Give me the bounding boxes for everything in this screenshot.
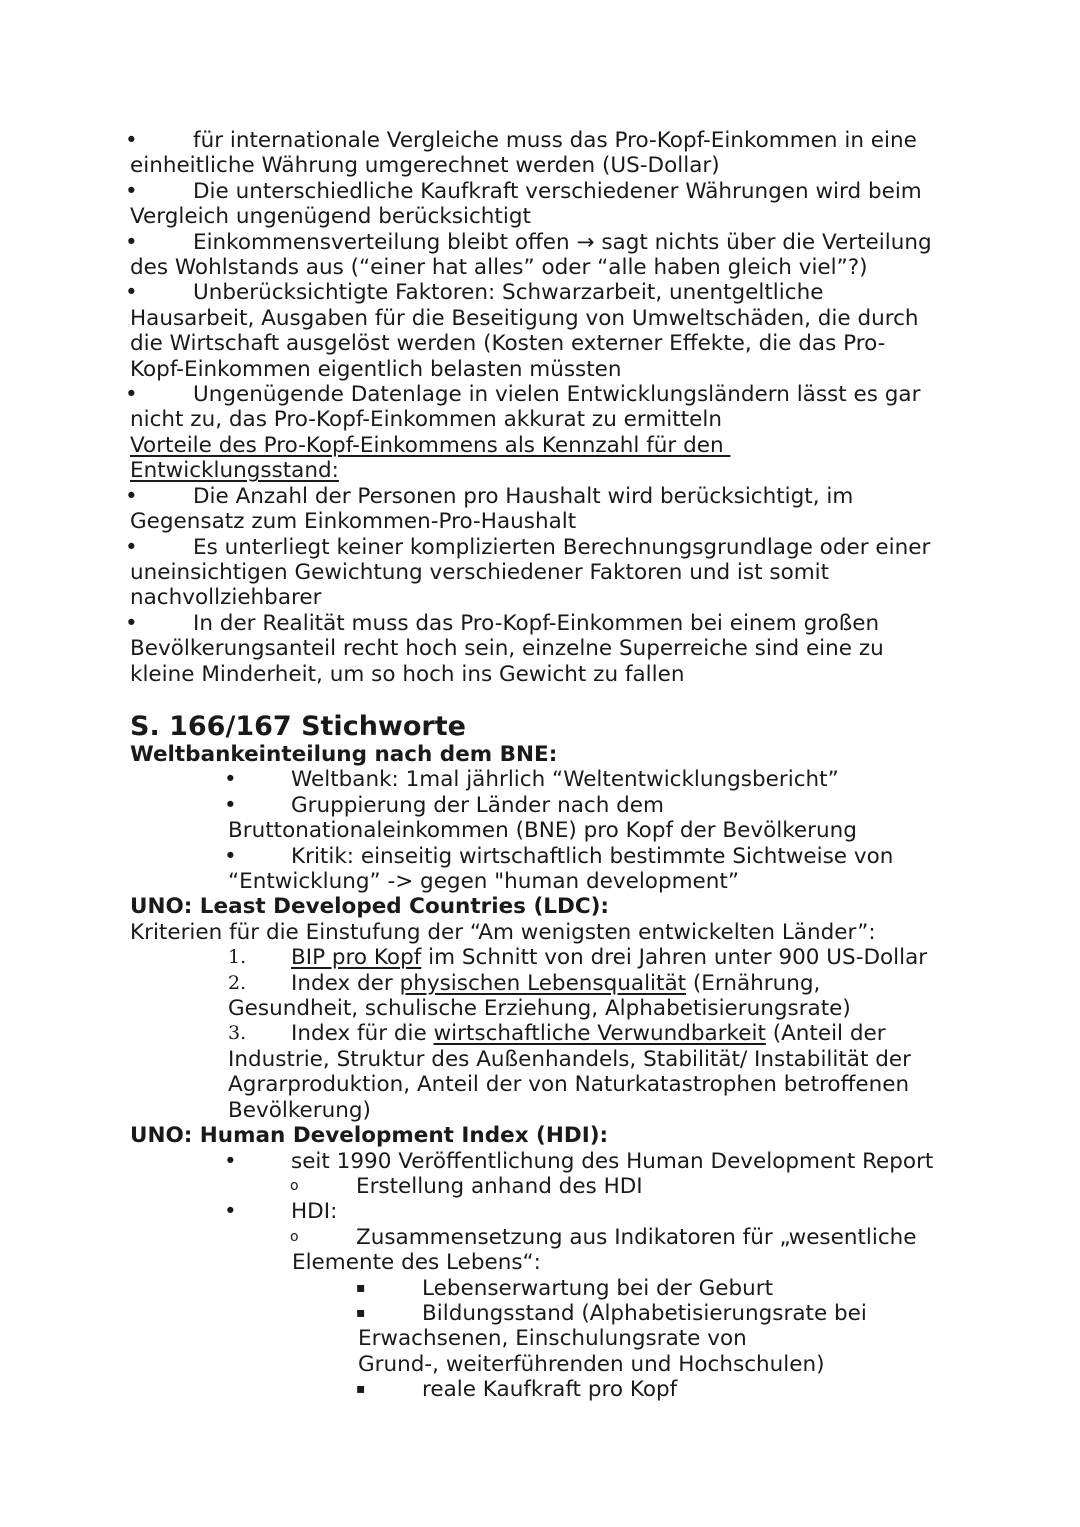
list-item: • Die Anzahl der Personen pro Haushalt wird berücksichtigt, im bbox=[125, 483, 854, 509]
bullet-icon: • bbox=[224, 792, 237, 818]
bullet-icon: • bbox=[125, 483, 138, 509]
list-item: 1. BIP pro Kopf im Schnitt von drei Jahren unter 900 US-Dollar bbox=[228, 945, 928, 971]
number-marker: 1. bbox=[228, 946, 247, 969]
list-item: ▪ Bildungsstand (Alphabetisierungsrate bei bbox=[356, 1300, 867, 1326]
circle-bullet-icon: o bbox=[290, 1177, 299, 1194]
number-marker: 3. bbox=[228, 1022, 247, 1045]
square-bullet-icon: ▪ bbox=[356, 1304, 366, 1321]
bullet-icon: • bbox=[125, 534, 138, 560]
bullet-icon: • bbox=[224, 1148, 237, 1174]
list-item: 2. Index der physischen Lebensqualität (Ernährung, bbox=[228, 970, 821, 996]
list-item: o Zusammensetzung aus Indikatoren für „wesentliche bbox=[290, 1224, 917, 1250]
square-bullet-icon: ▪ bbox=[356, 1381, 366, 1398]
circle-bullet-icon: o bbox=[290, 1228, 299, 1245]
list-item: • Gruppierung der Länder nach dem bbox=[224, 792, 664, 818]
list-item: • Kritik: einseitig wirtschaftlich bestimmte Sichtweise von bbox=[224, 843, 894, 869]
bullet-icon: • bbox=[224, 767, 237, 793]
list-item: 3. Index für die wirtschaftliche Verwundbarkeit (Anteil der bbox=[228, 1021, 886, 1047]
list-item: • In der Realität muss das Pro-Kopf-Einkommen bei einem großen bbox=[125, 610, 880, 636]
ldc-heading: UNO: Least Developed Countries (LDC): bbox=[130, 894, 610, 920]
list-item: • Ungenügende Datenlage in vielen Entwicklungsländern lässt es gar bbox=[125, 382, 921, 408]
list-item: • Unberücksichtigte Faktoren: Schwarzarbeit, unentgeltliche bbox=[125, 280, 824, 306]
square-bullet-icon: ▪ bbox=[356, 1279, 366, 1296]
nachteile-list: • für internationale Vergleiche muss das Pro-Kopf-Einkommen in eine einheitliche Währung umgerechnet werden (US-Dollar) • Die unterschiedliche Kaufkraft verschiedener Währungen wird beim Vergleich ungenügend berücksichtigt • Einkommensverteilung bleibt offen → sagt nichts über die Verteilung des Wohlstands aus (“einer hat alles” oder “alle haben gleich viel”?) • Unberücksichtigte Faktoren: Schwarzarbeit, unentgeltliche Hausarbeit, Ausgaben für die Beseitigung von Umweltschäden, die durch die Wirtschaft ausgelöst werden (Kosten externer Effekte, die das Pro- Kopf-Einkommen eigentlich belasten müssten • Ungenügende Datenlage in vielen Entwicklungsländern lässt es gar nicht zu, das Pro-Kopf-Einkommen akkurat zu ermitteln Vorteile des Pro-Kopf-Einkommens als Kennzahl für den Entwicklungsstand: • Die Anzahl der Personen pro Haushalt wird berücksichtigt, im Gegensatz zum Einkommen-Pro-Haushalt • Es unterliegt keiner komplizierten Berechnungsgrundlage oder einer uneinsichtigen Gewichtung verschiedener Faktoren und ist somit nachvollziehbarer • In der Realität muss das Pro-Kopf-Einkommen bei einem großen Bevölkerungsanteil recht hoch sein, einzelne Superreiche sind eine zu kleine Minderheit, um so hoch ins Gewicht zu fallen bbox=[0, 128, 1080, 687]
bullet-icon: • bbox=[125, 178, 138, 204]
list-item: • Die unterschiedliche Kaufkraft verschiedener Währungen wird beim bbox=[125, 178, 922, 204]
bullet-icon: • bbox=[125, 610, 138, 636]
weltbank-heading: Weltbankeinteilung nach dem BNE: bbox=[130, 742, 558, 767]
section-title: S. 166/167 Stichworte bbox=[130, 711, 466, 742]
number-marker: 2. bbox=[228, 971, 247, 994]
list-item: • für internationale Vergleiche muss das Pro-Kopf-Einkommen in eine bbox=[125, 128, 917, 153]
list-item: • seit 1990 Veröffentlichung des Human Development Report bbox=[224, 1148, 934, 1174]
stichworte-section: S. 166/167 Stichworte Weltbankeinteilung nach dem BNE: • Weltbank: 1mal jährlich “Weltentwicklungsbericht” • Gruppierung der Länder nach dem Bruttonationaleinkommen (BNE) pro Kopf der Bevölkerung • Kritik: einseitig wirtschaftlich bestimmte Sichtweise von “Entwicklung” -> gegen "human development” UNO: Least Developed Countries (LDC): Kriterien für die Einstufung der “Am wenigsten entwickelten Länder”: 1. BIP pro Kopf im Schnitt von drei Jahren unter 900 US-Dollar 2. Index der physischen Lebensqualität (Ernährung, Gesundheit, schulische Erziehung, Alphabetisierungsrate) 3. Index für die wirtschaftliche Verwundbarkeit (Anteil der Industrie, Struktur des Außenhandels, Stabilität/ Instabilität der Agrarproduktion, Anteil der von Naturkatastrophen betroffenen Bevölkerung) UNO: Human Development Index (HDI): • seit 1990 Veröffentlichung des Human Development Report o Erstellung anhand des HDI • HDI: o Zusammensetzung aus Indikatoren für „wesentliche Elemente des Lebens“: ▪ Lebenserwartung bei der Geburt ▪ Bildungsstand (Alphabetisierungsrate bei Erwachsenen, Einschulungsrate von Grund-, weiterführenden und Hochschulen) ▪ reale Kaufkraft pro Kopf bbox=[0, 712, 1080, 1403]
list-item: • HDI: bbox=[224, 1199, 338, 1225]
list-item: • Es unterliegt keiner komplizierten Berechnungsgrundlage oder einer bbox=[125, 534, 931, 560]
bullet-icon: • bbox=[125, 229, 138, 255]
bullet-icon: • bbox=[125, 382, 138, 408]
list-item: ▪ Lebenserwartung bei der Geburt bbox=[356, 1275, 774, 1301]
bullet-icon: • bbox=[224, 843, 237, 869]
list-item: • Weltbank: 1mal jährlich “Weltentwicklungsbericht” bbox=[224, 767, 839, 793]
vorteile-heading: Vorteile des Pro-Kopf-Einkommens als Kennzahl für den bbox=[130, 432, 731, 458]
ldc-intro: Kriterien für die Einstufung der “Am wenigsten entwickelten Länder”: bbox=[130, 919, 876, 945]
hdi-heading: UNO: Human Development Index (HDI): bbox=[130, 1123, 609, 1149]
bullet-icon: • bbox=[125, 128, 138, 153]
vorteile-heading-cont: Entwicklungsstand: bbox=[130, 458, 339, 484]
list-item: o Erstellung anhand des HDI bbox=[290, 1173, 643, 1199]
bullet-icon: • bbox=[224, 1199, 237, 1225]
list-item: ▪ reale Kaufkraft pro Kopf bbox=[356, 1377, 678, 1403]
list-item: • Einkommensverteilung bleibt offen → sagt nichts über die Verteilung bbox=[125, 229, 932, 255]
bullet-icon: • bbox=[125, 280, 138, 306]
